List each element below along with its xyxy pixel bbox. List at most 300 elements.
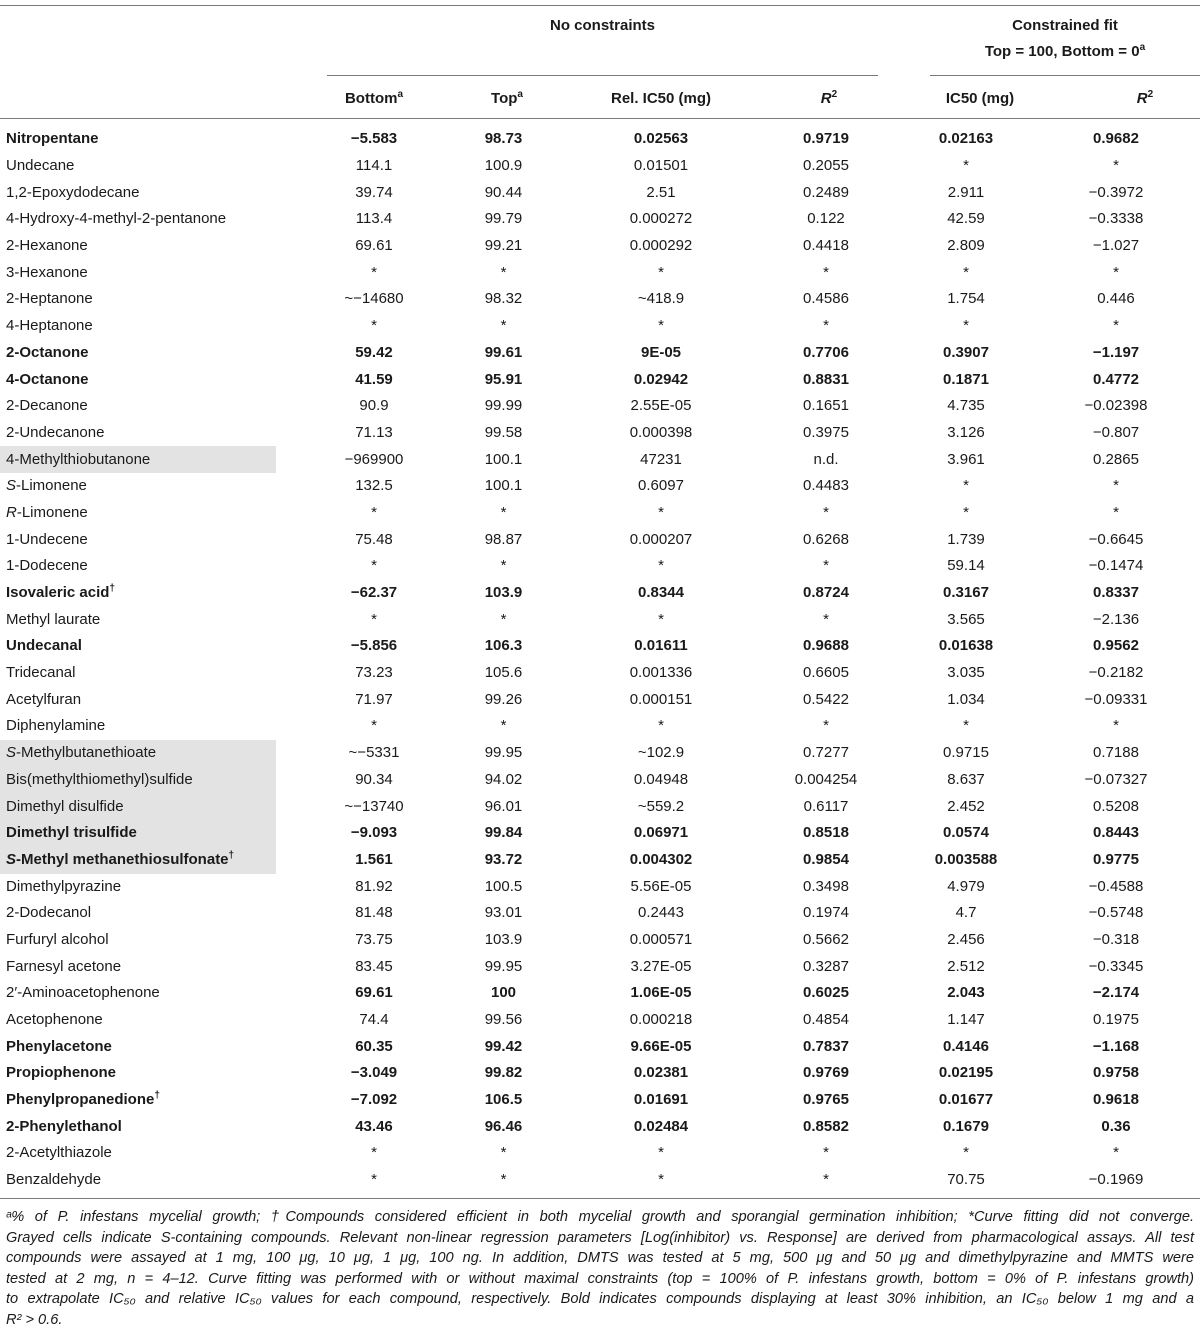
compound-name: 2-Acetylthiazole	[6, 1144, 112, 1162]
compound-name: Undecane	[6, 157, 75, 175]
cell-top: 93.72	[484, 850, 523, 868]
cell-bottom: 74.4	[359, 1011, 389, 1029]
table-row	[0, 660, 1200, 687]
cell-ic50: *	[963, 503, 969, 521]
compound-name: Bis(methylthiomethyl)sulfide	[6, 770, 193, 788]
cell-rel-ic50: 0.000292	[629, 237, 693, 255]
table-row	[0, 686, 1200, 713]
cell-bottom: *	[371, 1171, 377, 1189]
table-row	[0, 820, 1200, 847]
cell-bottom: ~−13740	[344, 797, 404, 815]
cell-top: 105.6	[484, 664, 523, 682]
table-row	[0, 500, 1200, 527]
cell-r2: 0.8518	[803, 824, 849, 842]
cell-r2-constrained: −2.174	[1092, 984, 1140, 1002]
cell-top: 106.5	[484, 1091, 523, 1109]
cell-top: 100.9	[484, 157, 523, 175]
table-footnote	[6, 1207, 1194, 1330]
cell-r2: 0.8724	[803, 584, 849, 602]
cell-r2-constrained: *	[1113, 263, 1119, 281]
group-header-constrained-line1: Constrained fit	[1012, 17, 1118, 34]
table-row	[0, 286, 1200, 313]
compound-name: Diphenylamine	[6, 717, 106, 735]
compound-name: Dimethyl trisulfide	[6, 824, 137, 842]
cell-top: 99.56	[484, 1011, 523, 1029]
cell-rel-ic50: *	[658, 263, 664, 281]
cell-r2-constrained: −0.1969	[1088, 1171, 1144, 1189]
table-bottom-rule	[0, 1198, 1200, 1199]
compound-name: 4-Octanone	[6, 370, 89, 388]
table-row	[0, 1087, 1200, 1114]
cell-r2-constrained: −0.02398	[1084, 397, 1148, 415]
table-row	[0, 179, 1200, 206]
cell-bottom: 75.48	[355, 530, 393, 548]
cell-top: 100.5	[484, 877, 523, 895]
group-header-constrained-sup: a	[1139, 42, 1146, 53]
cell-top: 99.26	[484, 690, 523, 708]
cell-r2: 0.4854	[803, 1011, 849, 1029]
cell-r2: 0.004254	[794, 770, 858, 788]
cell-top: 94.02	[484, 770, 523, 788]
cell-top: 96.46	[484, 1117, 523, 1135]
cell-r2: 0.6605	[803, 664, 849, 682]
cell-rel-ic50: 9E-05	[640, 343, 682, 361]
compound-name: S-Methyl methanethiosulfonate†	[6, 849, 235, 868]
compound-name: Farnesyl acetone	[6, 957, 122, 975]
cell-r2-constrained: −0.807	[1092, 423, 1140, 441]
cell-top: 103.9	[484, 930, 523, 948]
cell-r2: 0.2489	[803, 183, 849, 201]
cell-top: *	[500, 503, 507, 521]
compound-name: 2-Heptanone	[6, 290, 93, 308]
cell-top: 100.1	[484, 477, 523, 495]
cell-r2-constrained: −0.09331	[1084, 690, 1148, 708]
cell-top: 95.91	[484, 370, 523, 388]
cell-top: *	[500, 557, 507, 575]
cell-top: 99.21	[484, 237, 523, 255]
col-header-r2-unconstrained: $R^2$	[820, 89, 838, 107]
compound-name: 4-Methylthiobutanone	[6, 450, 151, 468]
cell-r2-constrained: *	[1113, 477, 1119, 495]
cell-r2-constrained: 0.4772	[1093, 370, 1139, 388]
cell-ic50: 0.01638	[938, 637, 994, 655]
cell-ic50: 4.735	[947, 397, 985, 415]
cell-r2: 0.9769	[803, 1064, 849, 1082]
cell-top: 103.9	[484, 584, 523, 602]
cell-top: 96.01	[484, 797, 523, 815]
cell-r2: 0.2055	[803, 157, 849, 175]
table-row	[0, 980, 1200, 1007]
cell-ic50: 4.7	[955, 904, 977, 922]
table-row	[0, 446, 1200, 473]
cell-ic50: 0.3907	[943, 343, 989, 361]
cell-ic50: 1.739	[947, 530, 985, 548]
cell-rel-ic50: 2.51	[646, 183, 676, 201]
cell-r2-constrained: −0.4588	[1088, 877, 1144, 895]
cell-rel-ic50: 0.02484	[633, 1117, 689, 1135]
cell-bottom: 114.1	[355, 157, 393, 175]
table-row	[0, 633, 1200, 660]
cell-ic50: *	[963, 263, 969, 281]
cell-ic50: 4.979	[947, 877, 985, 895]
cell-bottom: ~−14680	[344, 290, 404, 308]
group-header-constrained-line2	[930, 43, 1200, 60]
cell-ic50: 3.565	[947, 610, 985, 628]
cell-rel-ic50: 0.01611	[634, 637, 688, 655]
col-header-bottom: Bottom$^a$	[344, 89, 404, 107]
cell-r2-constrained: −0.5748	[1088, 904, 1144, 922]
cell-bottom: 132.5	[355, 477, 393, 495]
cell-rel-ic50: 0.06971	[633, 824, 689, 842]
table-row	[0, 313, 1200, 340]
cell-bottom: 90.34	[355, 770, 393, 788]
cell-rel-ic50: 0.02381	[633, 1064, 689, 1082]
cell-rel-ic50: 3.27E-05	[630, 957, 692, 975]
compound-name: Propiophenone	[6, 1064, 116, 1082]
cell-r2-constrained: 0.36	[1101, 1117, 1131, 1135]
cell-r2: *	[823, 263, 829, 281]
compound-name: 1,2-Epoxydodecane	[6, 183, 140, 201]
col-header-top: Top$^a$	[491, 89, 523, 107]
cell-bottom: 83.45	[355, 957, 393, 975]
cell-ic50: 2.809	[947, 237, 985, 255]
table-row	[0, 1113, 1200, 1140]
cell-bottom: −3.049	[350, 1064, 398, 1082]
cell-top: 98.32	[484, 290, 523, 308]
cell-r2-constrained: *	[1113, 717, 1119, 735]
cell-rel-ic50: *	[658, 610, 664, 628]
cell-ic50: *	[963, 1144, 969, 1162]
cell-rel-ic50: 0.6097	[638, 477, 684, 495]
cell-ic50: 0.02195	[938, 1064, 994, 1082]
cell-rel-ic50: 0.001336	[629, 664, 693, 682]
header-bottom-rule	[0, 118, 1200, 119]
compound-name: Isovaleric acid†	[6, 583, 115, 602]
cell-top: 99.61	[484, 343, 523, 361]
compound-name: 1-Undecene	[6, 530, 88, 548]
cell-rel-ic50: *	[658, 503, 664, 521]
cell-rel-ic50: *	[658, 317, 664, 335]
cell-bottom: 73.75	[355, 930, 393, 948]
cell-top: *	[500, 317, 507, 335]
cell-r2-constrained: −0.2182	[1088, 664, 1144, 682]
cell-r2-constrained: 0.9562	[1093, 637, 1139, 655]
cell-rel-ic50: ~102.9	[637, 744, 685, 762]
cell-top: *	[500, 1144, 507, 1162]
cell-bottom: −5.583	[350, 130, 398, 148]
cell-top: 98.73	[484, 130, 523, 148]
footnote-line: Grayed cells indicate S-containing compounds. Relevant non-linear regression parameters [Log(inhibitor) vs. Response] are derived from pharmacological assays. All test	[6, 1229, 1194, 1246]
cell-r2: 0.7837	[803, 1037, 849, 1055]
cell-ic50: *	[963, 317, 969, 335]
col-header-rel-ic50: Rel. IC50 (mg)	[610, 90, 712, 107]
group-rule-no-constraints	[327, 75, 878, 76]
cell-ic50: 42.59	[947, 210, 985, 228]
col-header-r2-constrained: $R^2$	[1136, 89, 1154, 107]
cell-top: 99.95	[484, 744, 523, 762]
cell-ic50: 2.043	[947, 984, 985, 1002]
cell-bottom: *	[371, 557, 377, 575]
cell-bottom: 1.561	[355, 850, 393, 868]
cell-r2-constrained: *	[1113, 317, 1119, 335]
cell-bottom: 41.59	[355, 370, 393, 388]
cell-ic50: 0.003588	[934, 850, 998, 868]
cell-ic50: 0.1679	[943, 1117, 989, 1135]
table-row	[0, 767, 1200, 794]
cell-r2: 0.122	[807, 210, 845, 228]
cell-top: 99.42	[484, 1037, 523, 1055]
compound-name: Dimethylpyrazine	[6, 877, 122, 895]
compound-name: 2-Decanone	[6, 397, 88, 415]
cell-top: 99.95	[484, 957, 523, 975]
table-row	[0, 793, 1200, 820]
cell-rel-ic50: 0.02563	[633, 130, 689, 148]
cell-ic50: 1.147	[947, 1011, 985, 1029]
cell-r2: 0.6025	[803, 984, 849, 1002]
compound-name: 1-Dodecene	[6, 557, 88, 575]
cell-r2-constrained: *	[1113, 503, 1119, 521]
cell-r2: 0.6117	[803, 797, 849, 815]
cell-ic50: 0.0574	[943, 824, 989, 842]
group-rule-constrained	[930, 75, 1200, 76]
cell-ic50: 8.637	[947, 770, 985, 788]
group-header-constrained-text: Top = 100, Bottom = 0	[984, 43, 1140, 60]
cell-r2-constrained: 0.8337	[1093, 584, 1139, 602]
data-table	[0, 126, 1200, 1194]
cell-bottom: 71.13	[355, 423, 393, 441]
table-row	[0, 393, 1200, 420]
cell-r2-constrained: −1.027	[1092, 237, 1140, 255]
cell-r2-constrained: −0.3338	[1088, 210, 1144, 228]
cell-r2: 0.7277	[803, 744, 849, 762]
cell-r2: 0.9765	[803, 1091, 849, 1109]
cell-bottom: 73.23	[355, 664, 393, 682]
cell-ic50: *	[963, 477, 969, 495]
cell-r2: *	[823, 557, 829, 575]
compound-name: 3-Hexanone	[6, 263, 88, 281]
cell-r2: *	[823, 1144, 829, 1162]
cell-bottom: *	[371, 317, 377, 335]
table-row	[0, 153, 1200, 180]
compound-name: 2′-Aminoacetophenone	[6, 984, 160, 1002]
compound-name: 4-Hydroxy-4-methyl-2-pentanone	[6, 210, 227, 228]
cell-r2-constrained: *	[1113, 157, 1119, 175]
cell-r2-constrained: 0.9775	[1093, 850, 1139, 868]
cell-bottom: −62.37	[350, 584, 398, 602]
cell-ic50: 1.034	[947, 690, 985, 708]
cell-ic50: 59.14	[947, 557, 985, 575]
cell-r2: 0.9688	[803, 637, 849, 655]
cell-ic50: 2.452	[947, 797, 985, 815]
cell-r2-constrained: 0.8443	[1093, 824, 1139, 842]
cell-bottom: 69.61	[355, 237, 393, 255]
cell-r2: 0.3287	[803, 957, 849, 975]
cell-r2: 0.1651	[803, 397, 849, 415]
table-row	[0, 953, 1200, 980]
cell-r2-constrained: −0.1474	[1088, 557, 1144, 575]
compound-name: Acetophenone	[6, 1011, 103, 1029]
table-row	[0, 420, 1200, 447]
table-row	[0, 1033, 1200, 1060]
cell-rel-ic50: ~559.2	[637, 797, 685, 815]
footnote-line: ᵃ% of P. infestans mycelial growth; †Compounds considered efficient in both mycelial growth and sporangial germination inhibition; *Curve fitting did not converge.	[6, 1209, 1194, 1225]
table-row	[0, 606, 1200, 633]
compound-name: 2-Dodecanol	[6, 904, 92, 922]
cell-top: 90.44	[484, 183, 523, 201]
cell-ic50: 0.01677	[938, 1091, 994, 1109]
cell-r2: 0.3975	[803, 423, 849, 441]
cell-bottom: *	[371, 610, 377, 628]
cell-r2: *	[823, 317, 829, 335]
cell-rel-ic50: 0.01691	[633, 1091, 689, 1109]
cell-top: *	[500, 1171, 507, 1189]
compound-name: Tridecanal	[6, 664, 76, 682]
compound-name: 2-Octanone	[6, 343, 89, 361]
cell-rel-ic50: 0.000151	[629, 690, 693, 708]
cell-top: 99.99	[484, 397, 523, 415]
cell-bottom: *	[371, 1144, 377, 1162]
cell-r2: 0.4586	[803, 290, 849, 308]
cell-rel-ic50: 0.04948	[633, 770, 689, 788]
cell-rel-ic50: 0.2443	[638, 904, 684, 922]
cell-bottom: 71.97	[355, 690, 393, 708]
cell-rel-ic50: 0.000272	[629, 210, 693, 228]
cell-r2-constrained: 0.9682	[1093, 130, 1139, 148]
cell-rel-ic50: 0.000218	[629, 1011, 693, 1029]
cell-rel-ic50: 9.66E-05	[630, 1037, 692, 1055]
cell-bottom: −969900	[344, 450, 404, 468]
cell-ic50: 0.4146	[943, 1037, 989, 1055]
footnote-line: compounds were assayed at 1 mg, 100 μg, 10 μg, 1 μg, 100 ng. In addition, DMTS was tested at 5 mg, 500 μg and 50 μg and dimethylpyrazine and MMTS were	[6, 1250, 1194, 1266]
table-row	[0, 580, 1200, 607]
cell-r2: *	[823, 717, 829, 735]
cell-r2-constrained: −0.07327	[1084, 770, 1148, 788]
cell-bottom: 43.46	[355, 1117, 393, 1135]
compound-name: 2-Undecanone	[6, 423, 105, 441]
cell-bottom: −7.092	[350, 1091, 398, 1109]
cell-r2: 0.5422	[803, 690, 849, 708]
cell-r2-constrained: −0.3972	[1088, 183, 1144, 201]
cell-bottom: 81.92	[355, 877, 393, 895]
table-body	[0, 126, 1200, 1194]
table-row	[0, 847, 1200, 874]
compound-name: 4-Heptanone	[6, 317, 93, 335]
table-row	[0, 340, 1200, 367]
cell-r2-constrained: 0.9758	[1093, 1064, 1139, 1082]
cell-rel-ic50: 0.000398	[629, 423, 693, 441]
cell-top: 93.01	[484, 904, 523, 922]
cell-ic50: 0.3167	[943, 584, 989, 602]
cell-rel-ic50: *	[658, 1144, 664, 1162]
cell-r2-constrained: −0.318	[1092, 930, 1140, 948]
cell-r2-constrained: −0.3345	[1088, 957, 1144, 975]
cell-r2: 0.4483	[803, 477, 849, 495]
table-row	[0, 927, 1200, 954]
cell-rel-ic50: 0.004302	[629, 850, 693, 868]
footnote-line: tested at 2 mg, n = 4–12. Curve fitting was performed with or without maximal constraints (top = 100% of P. infestans growth, bottom = 0% of P. infestans growth)	[6, 1270, 1194, 1287]
cell-r2: 0.1974	[803, 904, 849, 922]
cell-rel-ic50: 0.02942	[633, 370, 689, 388]
cell-bottom: 81.48	[355, 904, 393, 922]
cell-ic50: 0.1871	[943, 370, 989, 388]
top-rule	[0, 5, 1200, 6]
cell-bottom: 90.9	[359, 397, 389, 415]
compound-name: Undecanal	[6, 637, 82, 655]
table-row	[0, 900, 1200, 927]
cell-ic50: 3.035	[947, 664, 985, 682]
cell-rel-ic50: *	[658, 1171, 664, 1189]
cell-r2: 0.7706	[803, 343, 849, 361]
cell-ic50: 0.02163	[938, 130, 994, 148]
cell-rel-ic50: 0.000571	[629, 930, 693, 948]
cell-ic50: 3.961	[947, 450, 985, 468]
table-row	[0, 1060, 1200, 1087]
compound-name: Methyl laurate	[6, 610, 101, 628]
cell-r2-constrained: 0.9618	[1093, 1091, 1139, 1109]
cell-bottom: −9.093	[350, 824, 398, 842]
compound-name: R-Limonene	[6, 503, 88, 521]
compound-name: Phenylacetone	[6, 1037, 112, 1055]
cell-r2-constrained: *	[1113, 1144, 1119, 1162]
cell-ic50: 1.754	[947, 290, 985, 308]
cell-top: 98.87	[484, 530, 523, 548]
cell-bottom: *	[371, 503, 377, 521]
compound-name: Phenylpropanedione†	[6, 1090, 160, 1109]
cell-top: 99.58	[484, 423, 523, 441]
cell-r2-constrained: 0.5208	[1093, 797, 1139, 815]
compound-name: Acetylfuran	[6, 690, 82, 708]
cell-bottom: 113.4	[355, 210, 393, 228]
cell-rel-ic50: *	[658, 717, 664, 735]
cell-ic50: 0.9715	[943, 744, 989, 762]
cell-ic50: 2.456	[947, 930, 985, 948]
cell-r2-constrained: −1.168	[1092, 1037, 1140, 1055]
table-row	[0, 259, 1200, 286]
cell-top: 100	[490, 984, 517, 1002]
table-row	[0, 126, 1200, 153]
cell-r2: n.d.	[813, 450, 839, 468]
cell-top: *	[500, 610, 507, 628]
compound-name: Furfuryl alcohol	[6, 930, 109, 948]
cell-bottom: *	[371, 263, 377, 281]
cell-top: 100.1	[484, 450, 523, 468]
cell-ic50: *	[963, 157, 969, 175]
cell-top: 99.82	[484, 1064, 523, 1082]
group-header-no-constraints: No constraints	[549, 17, 655, 34]
table-row	[0, 740, 1200, 767]
table-row	[0, 1167, 1200, 1194]
cell-bottom: ~−5331	[348, 744, 400, 762]
cell-r2: 0.3498	[803, 877, 849, 895]
cell-r2: *	[823, 503, 829, 521]
cell-bottom: 39.74	[355, 183, 393, 201]
cell-r2-constrained: −1.197	[1092, 343, 1140, 361]
cell-ic50: 2.911	[947, 183, 985, 201]
cell-r2: 0.5662	[803, 930, 849, 948]
table-row	[0, 473, 1200, 500]
cell-r2: 0.4418	[803, 237, 849, 255]
table-row	[0, 1007, 1200, 1034]
footnote-line: R² > 0.6.	[6, 1311, 63, 1328]
cell-r2-constrained: 0.446	[1097, 290, 1135, 308]
cell-rel-ic50: 0.01501	[633, 157, 689, 175]
cell-top: 99.84	[484, 824, 523, 842]
cell-top: *	[500, 717, 507, 735]
cell-bottom: 60.35	[355, 1037, 393, 1055]
compound-name: S-Methylbutanethioate	[6, 744, 157, 762]
cell-ic50: 70.75	[947, 1171, 985, 1189]
cell-bottom: *	[371, 717, 377, 735]
